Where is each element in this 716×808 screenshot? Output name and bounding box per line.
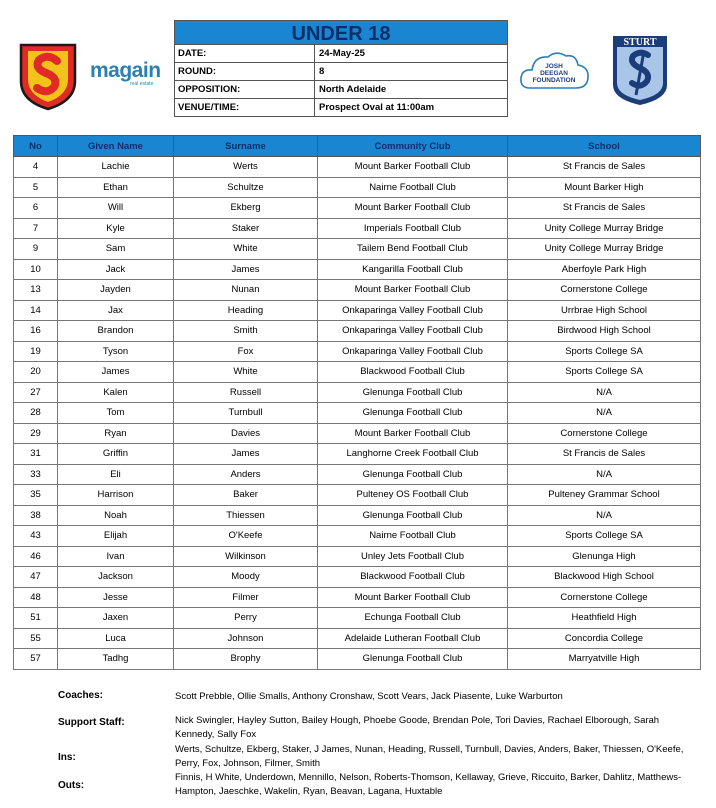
community-club-cell: Mount Barker Football Club	[318, 198, 508, 219]
surname-cell: Perry	[174, 608, 318, 629]
surname-cell: Nunan	[174, 280, 318, 301]
outs-label: Outs:	[58, 780, 85, 791]
table-row	[14, 198, 701, 219]
support-staff-label: Support Staff:	[58, 717, 125, 728]
community-club-cell: Echunga Football Club	[318, 608, 508, 629]
info-label: VENUE/TIME:	[175, 99, 315, 116]
player-number-cell: 14	[14, 300, 58, 321]
surname-cell: Baker	[174, 485, 318, 506]
given-name-cell: Tadhg	[58, 649, 174, 670]
player-number-cell: 51	[14, 608, 58, 629]
surname-cell: Heading	[174, 300, 318, 321]
school-cell: St Francis de Sales	[508, 444, 701, 465]
given-name-cell: Jayden	[58, 280, 174, 301]
given-name-cell: Jax	[58, 300, 174, 321]
school-cell: N/A	[508, 464, 701, 485]
school-cell: N/A	[508, 505, 701, 526]
info-value: 8	[319, 66, 325, 77]
given-name-cell: Lachie	[58, 157, 174, 178]
school-cell: Sports College SA	[508, 362, 701, 383]
foundation-line: FOUNDATION	[532, 77, 576, 84]
surname-cell: Russell	[174, 382, 318, 403]
school-cell: Concordia College	[508, 628, 701, 649]
school-cell: Blackwood High School	[508, 567, 701, 588]
given-name-cell: Tyson	[58, 341, 174, 362]
given-name-cell: Eli	[58, 464, 174, 485]
sturt-shield-logo	[610, 33, 670, 107]
table-row	[14, 567, 701, 588]
community-club-cell: Glenunga Football Club	[318, 505, 508, 526]
table-row	[14, 321, 701, 342]
given-name-cell: Elijah	[58, 526, 174, 547]
table-row	[14, 485, 701, 506]
ins-list: Werts, Schultze, Ekberg, Staker, J James, Nunan, Heading, Russell, Turnbull, Davies, Anders, Baker, Thiessen, O'Keefe, Perry, Fox, Johnson, Filmer, Smith	[175, 744, 684, 769]
player-number-cell: 6	[14, 198, 58, 219]
surname-cell: Fox	[174, 341, 318, 362]
community-club-cell: Nairne Football Club	[318, 526, 508, 547]
school-cell: Heathfield High	[508, 608, 701, 629]
surname-cell: Moody	[174, 567, 318, 588]
josh-deegan-foundation-logo	[518, 48, 591, 92]
surname-cell: Staker	[174, 218, 318, 239]
school-cell: Cornerstone College	[508, 587, 701, 608]
surname-cell: Schultze	[174, 177, 318, 198]
school-cell: Pulteney Grammar School	[508, 485, 701, 506]
school-cell: N/A	[508, 382, 701, 403]
community-club-cell: Mount Barker Football Club	[318, 280, 508, 301]
table-row	[14, 505, 701, 526]
table-row	[14, 587, 701, 608]
table-row	[14, 177, 701, 198]
school-cell: Unity College Murray Bridge	[508, 239, 701, 260]
surname-cell: James	[174, 259, 318, 280]
community-club-cell: Glenunga Football Club	[318, 403, 508, 424]
table-row	[14, 341, 701, 362]
info-label: ROUND:	[175, 63, 315, 80]
school-cell: Marryatville High	[508, 649, 701, 670]
community-club-cell: Onkaparinga Valley Football Club	[318, 341, 508, 362]
player-number-cell: 7	[14, 218, 58, 239]
column-header: School	[508, 136, 701, 157]
given-name-cell: Will	[58, 198, 174, 219]
player-number-cell: 9	[14, 239, 58, 260]
given-name-cell: Jaxen	[58, 608, 174, 629]
given-name-cell: Ryan	[58, 423, 174, 444]
surname-cell: White	[174, 239, 318, 260]
surname-cell: Turnbull	[174, 403, 318, 424]
community-club-cell: Glenunga Football Club	[318, 464, 508, 485]
table-row	[14, 526, 701, 547]
given-name-cell: Kalen	[58, 382, 174, 403]
table-row	[14, 382, 701, 403]
foundation-line: DEEGAN	[540, 70, 568, 77]
community-club-cell: Onkaparinga Valley Football Club	[318, 321, 508, 342]
player-number-cell: 33	[14, 464, 58, 485]
given-name-cell: Kyle	[58, 218, 174, 239]
ins-label: Ins:	[58, 752, 76, 763]
surname-cell: Johnson	[174, 628, 318, 649]
info-value: Prospect Oval at 11:00am	[319, 102, 435, 113]
surname-cell: Davies	[174, 423, 318, 444]
surname-cell: Anders	[174, 464, 318, 485]
given-name-cell: Harrison	[58, 485, 174, 506]
given-name-cell: Brandon	[58, 321, 174, 342]
magain-wordmark: magain	[90, 59, 161, 82]
player-number-cell: 10	[14, 259, 58, 280]
community-club-cell: Mount Barker Football Club	[318, 423, 508, 444]
info-row-round	[174, 63, 508, 81]
table-row	[14, 464, 701, 485]
given-name-cell: Sam	[58, 239, 174, 260]
player-number-cell: 47	[14, 567, 58, 588]
info-row-date	[174, 45, 508, 63]
given-name-cell: Griffin	[58, 444, 174, 465]
player-number-cell: 57	[14, 649, 58, 670]
community-club-cell: Nairne Football Club	[318, 177, 508, 198]
team-roster-table	[13, 135, 701, 670]
given-name-cell: Tom	[58, 403, 174, 424]
player-number-cell: 4	[14, 157, 58, 178]
table-row	[14, 239, 701, 260]
coaches-label: Coaches:	[58, 690, 104, 701]
table-row	[14, 280, 701, 301]
surname-cell: Thiessen	[174, 505, 318, 526]
surname-cell: Werts	[174, 157, 318, 178]
school-cell: N/A	[508, 403, 701, 424]
school-cell: Cornerstone College	[508, 423, 701, 444]
table-row	[14, 546, 701, 567]
info-value: North Adelaide	[319, 84, 387, 95]
table-row	[14, 300, 701, 321]
surname-cell: White	[174, 362, 318, 383]
column-header: Given Name	[58, 136, 174, 157]
surname-cell: O'Keefe	[174, 526, 318, 547]
school-cell: Mount Barker High	[508, 177, 701, 198]
given-name-cell: Ethan	[58, 177, 174, 198]
outs-list: Finnis, H White, Underdown, Mennillo, Nelson, Roberts-Thomson, Kellaway, Grieve, Riccuito, Barker, Dahlitz, Matthews-Hampton, Jaeschke, Wakelin, Ryan, Beavan, Lagana, Huxtable	[175, 772, 682, 797]
surname-cell: Ekberg	[174, 198, 318, 219]
player-number-cell: 29	[14, 423, 58, 444]
info-row-venue	[174, 99, 508, 117]
club-s-logo	[17, 41, 79, 111]
column-header: No	[14, 136, 58, 157]
surname-cell: Wilkinson	[174, 546, 318, 567]
page-title: UNDER 18	[174, 20, 508, 45]
surname-cell: Filmer	[174, 587, 318, 608]
given-name-cell: Noah	[58, 505, 174, 526]
player-number-cell: 5	[14, 177, 58, 198]
table-row	[14, 362, 701, 383]
magain-sponsor-logo	[90, 61, 160, 85]
community-club-cell: Glenunga Football Club	[318, 649, 508, 670]
sturt-wordmark: STURT	[623, 37, 657, 48]
given-name-cell: Jack	[58, 259, 174, 280]
given-name-cell: Luca	[58, 628, 174, 649]
player-number-cell: 38	[14, 505, 58, 526]
table-row	[14, 218, 701, 239]
column-header: Surname	[174, 136, 318, 157]
magain-subtitle: real estate	[130, 81, 154, 87]
player-number-cell: 43	[14, 526, 58, 547]
table-row	[14, 423, 701, 444]
player-number-cell: 16	[14, 321, 58, 342]
given-name-cell: Jesse	[58, 587, 174, 608]
community-club-cell: Blackwood Football Club	[318, 567, 508, 588]
school-cell: Urrbrae High School	[508, 300, 701, 321]
table-header-row	[14, 136, 701, 157]
surname-cell: Smith	[174, 321, 318, 342]
school-cell: Birdwood High School	[508, 321, 701, 342]
player-number-cell: 27	[14, 382, 58, 403]
community-club-cell: Pulteney OS Football Club	[318, 485, 508, 506]
foundation-line: JOSH	[545, 63, 563, 70]
table-row	[14, 608, 701, 629]
given-name-cell: James	[58, 362, 174, 383]
school-cell: Unity College Murray Bridge	[508, 218, 701, 239]
surname-cell: Brophy	[174, 649, 318, 670]
community-club-cell: Unley Jets Football Club	[318, 546, 508, 567]
community-club-cell: Mount Barker Football Club	[318, 587, 508, 608]
info-label: OPPOSITION:	[175, 81, 315, 98]
community-club-cell: Blackwood Football Club	[318, 362, 508, 383]
player-number-cell: 46	[14, 546, 58, 567]
player-number-cell: 20	[14, 362, 58, 383]
info-row-opposition	[174, 81, 508, 99]
community-club-cell: Imperials Football Club	[318, 218, 508, 239]
player-number-cell: 35	[14, 485, 58, 506]
player-number-cell: 13	[14, 280, 58, 301]
community-club-cell: Tailem Bend Football Club	[318, 239, 508, 260]
player-number-cell: 48	[14, 587, 58, 608]
community-club-cell: Langhorne Creek Football Club	[318, 444, 508, 465]
community-club-cell: Adelaide Lutheran Football Club	[318, 628, 508, 649]
school-cell: Sports College SA	[508, 341, 701, 362]
school-cell: Aberfoyle Park High	[508, 259, 701, 280]
given-name-cell: Jackson	[58, 567, 174, 588]
table-row	[14, 628, 701, 649]
player-number-cell: 28	[14, 403, 58, 424]
table-row	[14, 259, 701, 280]
column-header: Community Club	[318, 136, 508, 157]
given-name-cell: Ivan	[58, 546, 174, 567]
school-cell: Glenunga High	[508, 546, 701, 567]
school-cell: Cornerstone College	[508, 280, 701, 301]
community-club-cell: Onkaparinga Valley Football Club	[318, 300, 508, 321]
table-row	[14, 157, 701, 178]
coaches-list: Scott Prebble, Ollie Smalls, Anthony Cronshaw, Scott Vears, Jack Piasente, Luke Warburton	[175, 691, 563, 702]
surname-cell: James	[174, 444, 318, 465]
community-club-cell: Glenunga Football Club	[318, 382, 508, 403]
school-cell: Sports College SA	[508, 526, 701, 547]
table-row	[14, 444, 701, 465]
community-club-cell: Mount Barker Football Club	[318, 157, 508, 178]
info-label: DATE:	[175, 45, 315, 62]
player-number-cell: 31	[14, 444, 58, 465]
table-body	[14, 157, 701, 670]
player-number-cell: 55	[14, 628, 58, 649]
table-row	[14, 403, 701, 424]
support-staff-list: Nick Swingler, Hayley Sutton, Bailey Hough, Phoebe Goode, Brendan Pole, Tori Davies, Rachael Elborough, Sarah Kennedy, Sally Fox	[175, 715, 660, 740]
school-cell: St Francis de Sales	[508, 157, 701, 178]
table-row	[14, 649, 701, 670]
school-cell: St Francis de Sales	[508, 198, 701, 219]
info-value: 24-May-25	[319, 48, 365, 59]
community-club-cell: Kangarilla Football Club	[318, 259, 508, 280]
player-number-cell: 19	[14, 341, 58, 362]
